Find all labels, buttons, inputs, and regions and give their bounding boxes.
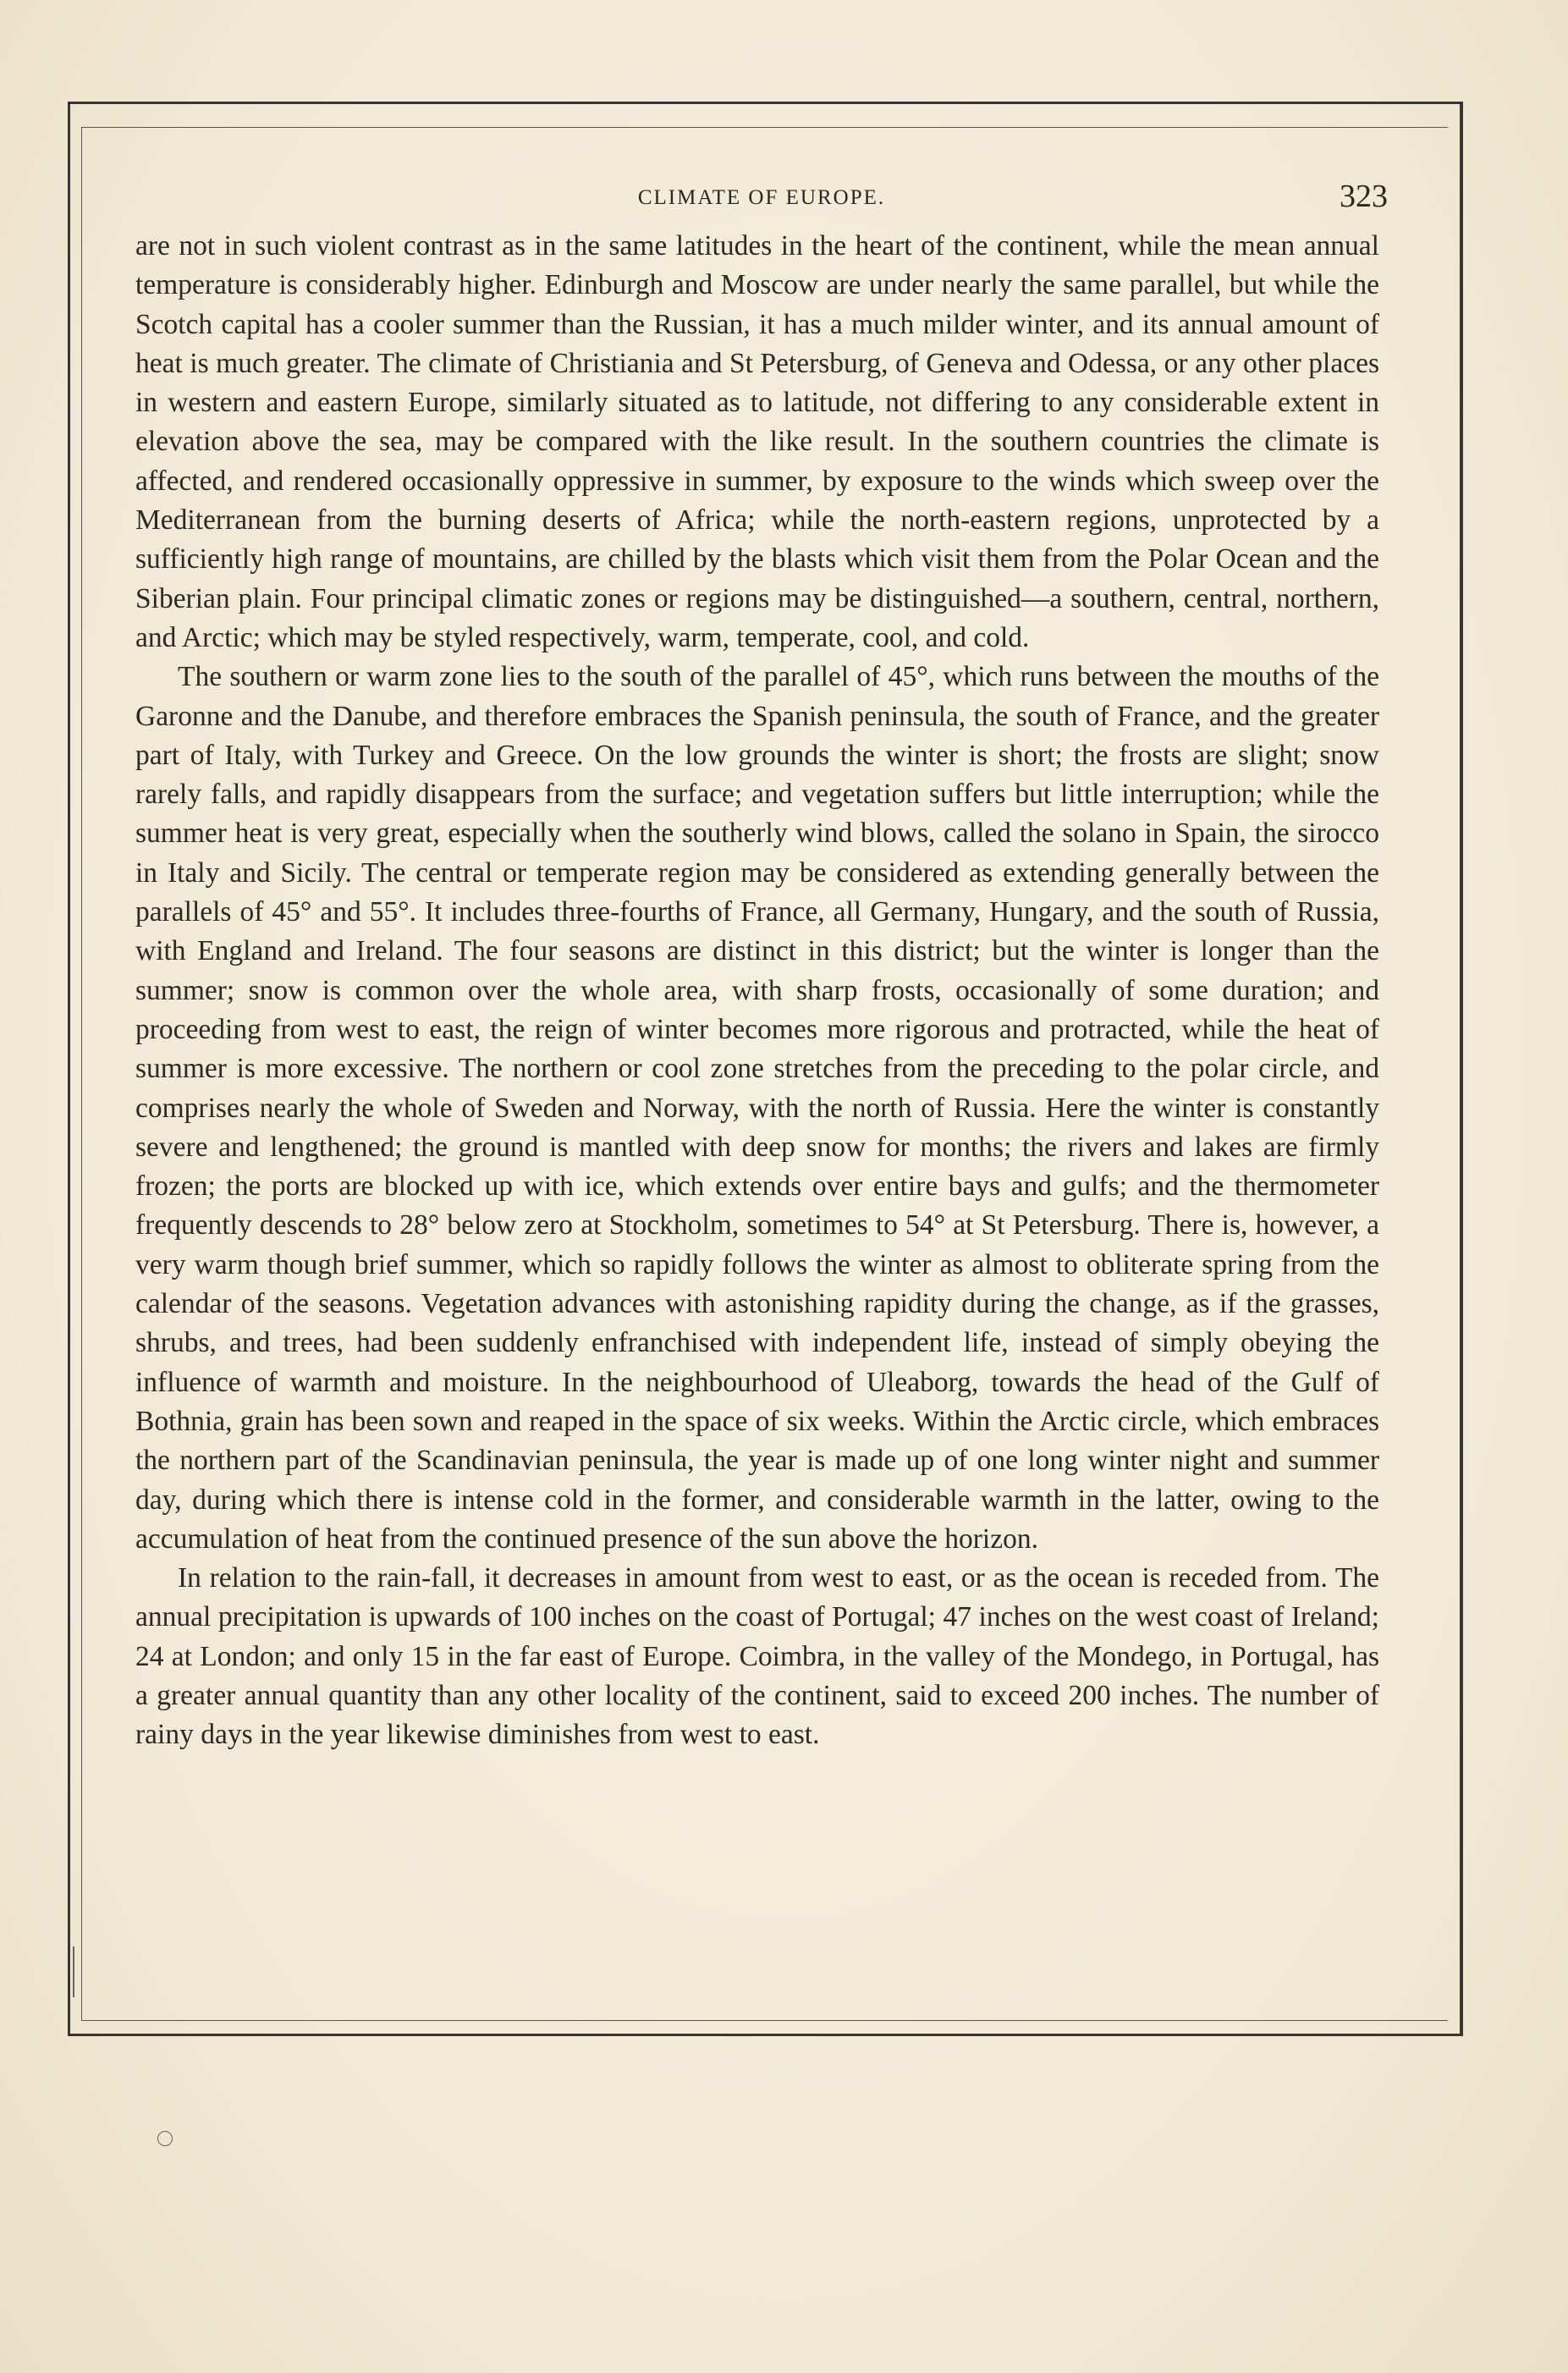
body-text: [135, 227, 1379, 1755]
margin-tick: [73, 1946, 74, 1997]
running-head: CLIMATE OF EUROPE.: [637, 186, 886, 209]
page-number: 323: [1340, 179, 1388, 214]
page-header: [135, 178, 1388, 220]
margin-mark: [157, 2131, 173, 2146]
paragraph-1: are not in such violent contrast as in the same latitudes in the heart of the continent, while the mean annual temperature is considerably higher. Edinburgh and Moscow are under nearly the same parallel, but while the Scotch capital has a cooler summer than the Russian, it has a much milder winter, and its annual amount of heat is much greater. The climate of Christiania and St Petersburg, of Geneva and Odessa, or any other places in western and eastern Europe, similarly situated as to latitude, not differing to any considerable extent in elevation above the sea, may be compared with the like result. In the southern countries the climate is affected, and rendered occasionally oppressive in summer, by exposure to the winds which sweep over the Mediterranean from the burning deserts of Africa; while the north-eastern regions, unprotected by a sufficiently high range of mountains, are chilled by the blasts which visit them from the Polar Ocean and the Siberian plain. Four principal climatic zones or regions may be distinguished—a southern, central, northern, and Arctic; which may be styled respectively, warm, temperate, cool, and cold.: [135, 230, 1379, 653]
paragraph-3: In relation to the rain-fall, it decreases in amount from west to east, or as the ocean is receded from. The annual precipitation is upwards of 100 inches on the coast of Portugal; 47 inches on the west coast of Ireland; 24 at London; and only 15 in the far east of Europe. Coimbra, in the valley of the Mondego, in Portugal, has a greater annual quantity than any other locality of the continent, said to exceed 200 inches. The number of rainy days in the year likewise diminishes from west to east.: [135, 1562, 1379, 1751]
paragraph-2: The southern or warm zone lies to the south of the parallel of 45°, which runs between the mouths of the Garonne and the Danube, and therefore embraces the Spanish peninsula, the south of France, and the greater part of Italy, with Turkey and Greece. On the low grounds the winter is short; the frosts are slight; snow rarely falls, and rapidly disappears from the surface; and vegetation suffers but little interruption; while the summer heat is very great, especially when the southerly wind blows, called the solano in Spain, the sirocco in Italy and Sicily. The central or temperate region may be considered as extending generally between the parallels of 45° and 55°. It includes three-fourths of France, all Germany, Hungary, and the south of Russia, with England and Ireland. The four seasons are distinct in this district; but the winter is longer than the summer; snow is common over the whole area, with sharp frosts, occasionally of some duration; and proceeding from west to east, the reign of winter becomes more rigorous and protracted, while the heat of summer is more excessive. The northern or cool zone stretches from the preceding to the polar circle, and comprises nearly the whole of Sweden and Norway, with the north of Russia. Here the winter is constantly severe and lengthened; the ground is mantled with deep snow for months; the rivers and lakes are firmly frozen; the ports are blocked up with ice, which extends over entire bays and gulfs; and the thermometer frequently descends to 28° below zero at Stockholm, sometimes to 54° at St Petersburg. There is, however, a very warm though brief summer, which so rapidly follows the winter as almost to obliterate spring from the calendar of the seasons. Vegetation advances with astonishing rapidity during the change, as if the grasses, shrubs, and trees, had been suddenly enfranchised with independent life, instead of simply obeying the influence of warmth and moisture. In the neighbourhood of Uleaborg, towards the head of the Gulf of Bothnia, grain has been sown and reaped in the space of six weeks. Within the Arctic circle, which embraces the northern part of the Scandinavian peninsula, the year is made up of one long winter night and summer day, during which there is intense cold in the former, and considerable warmth in the latter, owing to the accumulation of heat from the continued presence of the sun above the horizon.: [135, 661, 1379, 1555]
